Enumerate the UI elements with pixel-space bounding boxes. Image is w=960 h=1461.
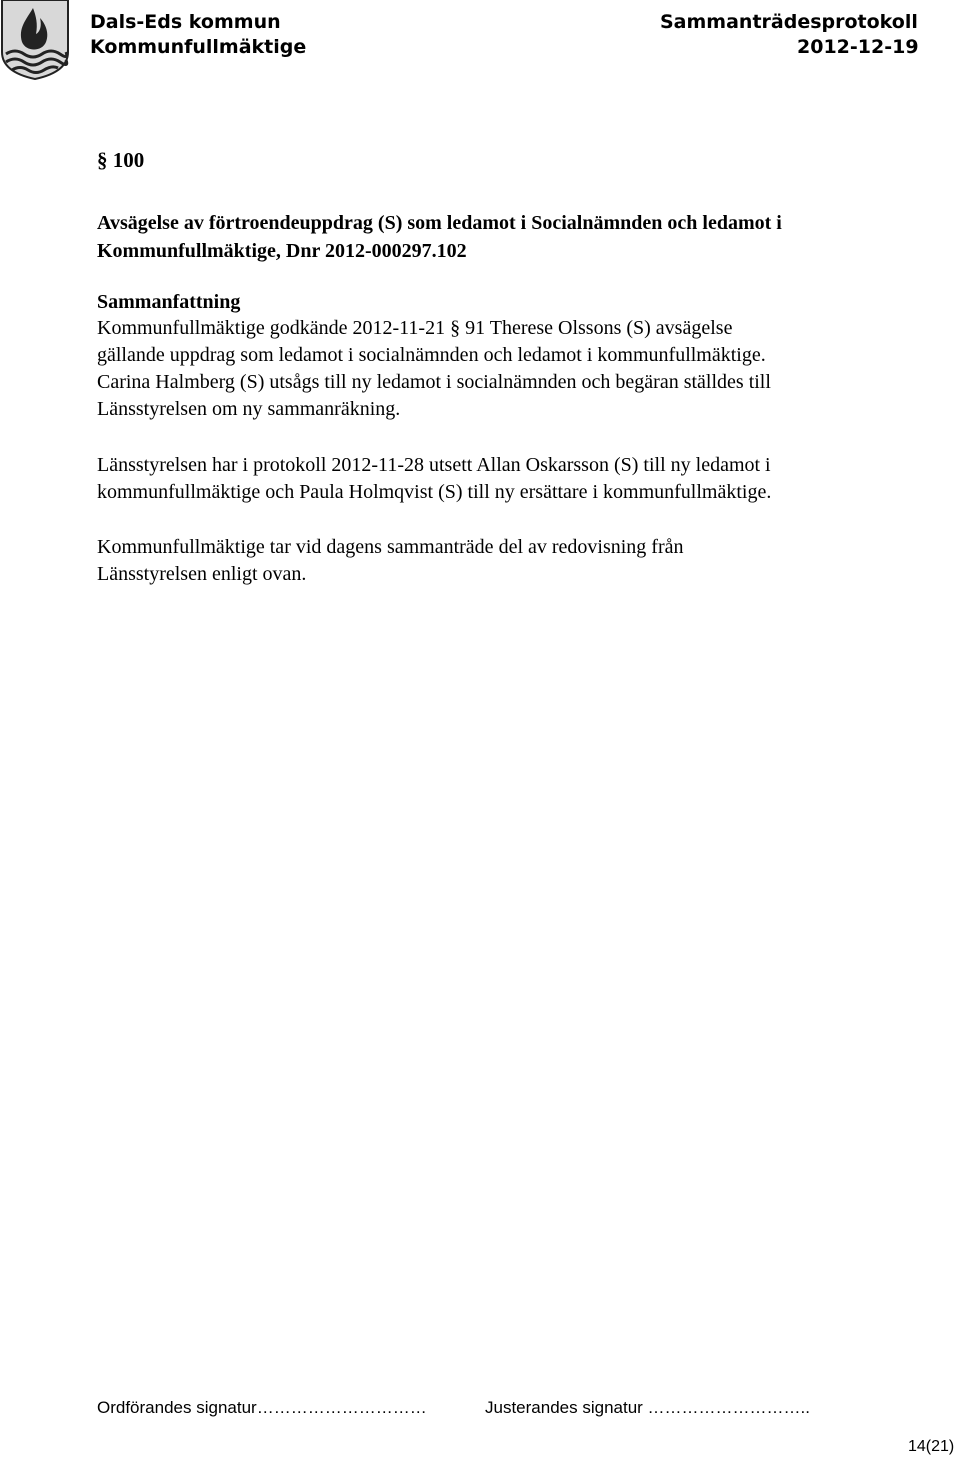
document-date: 2012-12-19 (797, 36, 919, 58)
summary-text-line: Länsstyrelsen enligt ovan. (97, 563, 307, 585)
chair-signature-line: Ordförandes signatur………………………… (97, 1398, 427, 1417)
summary-text-line: gällande uppdrag som ledamot i socialnämnden och ledamot i kommunfullmäktige. (97, 344, 766, 366)
summary-heading: Sammanfattning (97, 291, 241, 313)
summary-text-line: Länsstyrelsen har i protokoll 2012-11-28 utsett Allan Oskarsson (S) till ny ledamot i (97, 454, 771, 476)
paragraph-title-line: Avsägelse av förtroendeuppdrag (S) som ledamot i Socialnämnden och ledamot i (97, 212, 782, 234)
adjuster-signature-line: Justerandes signatur ……………………….. (485, 1398, 810, 1417)
paragraph-title-line: Kommunfullmäktige, Dnr 2012-000297.102 (97, 240, 467, 262)
summary-text-line: Carina Halmberg (S) utsågs till ny ledamot i socialnämnden och begäran ställdes till (97, 371, 771, 393)
page-number: 14(21) (908, 1438, 955, 1455)
organization-name: Dals-Eds kommun (90, 11, 281, 33)
paragraph-number: § 100 (97, 148, 145, 172)
document-type: Sammanträdesprotokoll (660, 11, 918, 33)
council-name: Kommunfullmäktige (90, 36, 307, 58)
summary-text-line: Kommunfullmäktige tar vid dagens sammanträde del av redovisning från (97, 536, 684, 558)
summary-text-line: Länsstyrelsen om ny sammanräkning. (97, 398, 401, 420)
summary-text-line: kommunfullmäktige och Paula Holmqvist (S) till ny ersättare i kommunfullmäktige. (97, 481, 772, 503)
summary-text-line: Kommunfullmäktige godkände 2012-11-21 § 91 Therese Olssons (S) avsägelse (97, 317, 733, 339)
municipality-coat-of-arms-icon (0, 0, 70, 80)
